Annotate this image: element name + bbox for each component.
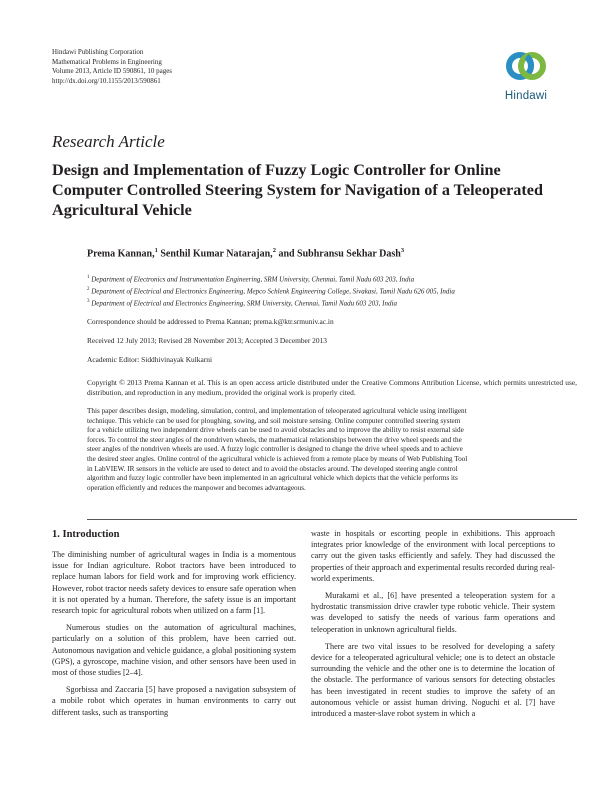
author-affiliation-mark: 1 (154, 247, 158, 254)
body-paragraph: Numerous studies on the automation of agricultural machines, particularly on a solution of this problem, have been carried out. Autonomous navigation and vehicle guidance, a global positioning system (GPS), a gyroscope, machine vision, and other sensors have been used in most of those studies [2–4]. (52, 623, 296, 678)
publication-info (52, 48, 172, 86)
abstract-line: for a vehicle utilizing two independent drive wheels can be used to avoid obstacles and to improve the ability to resist external side (87, 426, 464, 435)
affiliation-number: 1 (87, 275, 90, 280)
affiliation-number: 3 (87, 298, 90, 304)
affiliation-text: Department of Electrical and Electronics Engineering, SRM University, Chennai, Tamil Nadu 603 203, India (91, 298, 397, 307)
doi-link[interactable]: http://dx.doi.org/10.1155/2013/590861 (52, 76, 161, 85)
author-name[interactable]: and Subhransu Sekhar Dash (275, 248, 401, 260)
article-title: Design and Implementation of Fuzzy Logic Controller for Online Computer Controlled Steering System for Navigation of a Teleoperated Agricultural Vehicle (52, 161, 543, 219)
author-affiliation-mark: 3 (400, 247, 405, 254)
abstract-line: algorithm and fuzzy logic controller have been implemented in an agricultural vehicle which depicts that the vehicle performs its (87, 474, 458, 483)
affiliation-text: Department of Electrical and Electronics Engineering, Mepco Schlenk Engineering College, Sivakasi, Tamil Nadu 626 005, India (91, 287, 455, 296)
abstract-line: steer angles of the nondriven wheels are used. A fuzzy logic controller is designed to change the drive wheel speeds and to achieve (87, 445, 463, 454)
author-list (87, 247, 404, 259)
body-paragraph: Murakami et al., [6] have presented a teleoperation system for a hydrostatic transmission drive crawler type robotic vehicle. Their system was developed to satisfy the needs of various farm operations and teleoperation in unknown agricultural fields. (311, 591, 555, 634)
abstract-line: the desired steer angles. Online control of the agricultural vehicle is achieved from a remote place by means of Web Publishing Tool (87, 454, 468, 463)
article-type: Research Article (52, 132, 165, 151)
correspondence: Correspondence should be addressed to Prema Kannan; prema.k@ktr.srmuniv.ac.in (87, 317, 334, 326)
affiliation-item (87, 297, 455, 309)
abstract-line: technique. This vehicle can be used for ploughing, sowing, and soil moisture sensing. Online computer controlled steering system (87, 416, 461, 425)
volume-info: Volume 2013, Article ID 590861, 10 pages (52, 67, 173, 75)
affiliations (87, 273, 455, 308)
journal-name: Mathematical Problems in Engineering (52, 57, 162, 66)
hindawi-logo-text: Hindawi (504, 90, 548, 102)
body-column-right (311, 528, 555, 719)
abstract (87, 407, 577, 493)
author-name[interactable]: Prema Kannan, (87, 248, 155, 260)
body-paragraph: Sgorbissa and Zaccaria [5] have proposed a navigation subsystem of a mobile robot which operates in human environments to carry out different tasks, such as transporting (52, 685, 296, 717)
author-affiliation-mark: 2 (272, 247, 276, 254)
section-heading-introduction: 1. Introduction (52, 529, 120, 540)
abstract-line: in LabVIEW. IR sensors in the vehicle are used to detect and to avoid the obstacles around. The developed steering angle control (87, 464, 458, 473)
affiliation-item (87, 273, 455, 285)
affiliation-number: 2 (87, 286, 90, 292)
abstract-line: operation efficiently and reduces the manpower and becomes advantageous. (87, 483, 306, 492)
affiliation-item (87, 285, 455, 297)
author-name[interactable]: Senthil Kumar Natarajan, (157, 248, 273, 260)
abstract-line: forces. To control the steer angles of the nondriven wheels, the mathematical relationships between the drive wheel speeds and the (87, 435, 462, 444)
affiliation-text: Department of Electronics and Instrumentation Engineering, SRM University, Chennai, Tamil Nadu 603 203, India (91, 275, 415, 284)
section-divider (87, 519, 577, 520)
copyright-notice: Copyright © 2013 Prema Kannan et al. This is an open access article distributed under the Creative Commons Attribution License, which permits unrestricted use, distribution, and reproduction in any medium, provided the original work is properly cited. (87, 378, 577, 397)
academic-editor: Academic Editor: Siddhivinayak Kulkarni (87, 355, 212, 364)
hindawi-rings-icon (496, 46, 556, 90)
abstract-line: This paper describes design, modeling, simulation, control, and implementation of teleoperated agricultural vehicle using intelligent (87, 407, 467, 415)
hindawi-logo (496, 46, 556, 106)
publisher-name: Hindawi Publishing Corporation (52, 48, 144, 56)
body-paragraph: There are two vital issues to be resolved for developing a safety device for a teleoperated agricultural vehicle; one is to detect an obstacle surrounding the vehicle and the other one is to determine the location of the obstacle. The performance of various sensors for detecting obstacles has been investigated in recent studies to improve the safety of an autonomous vehicle or assist human driving. Noguchi et al. [7] have introduced a master-slave robot system in which a (311, 641, 555, 719)
body-column-left (52, 528, 296, 718)
body-paragraph: The diminishing number of agricultural wages in India is a momentous issue for Indian agriculture. Robot tractors have been introduced to replace human labors for field work and for improving work efficiency. However, robot tractor needs safety devices to ensure safe operation when it is not operated by a human. Therefore, the safety issue is an important research topic for agricultural robots when utilized on a farm [1]. (52, 550, 296, 616)
body-paragraph: waste in hospitals or escorting people in exhibitions. This approach integrates prior knowledge of the environment with local perceptions to carry out the given tasks efficiently and safely. They had discussed the properties of their approach and experimental results recorded during real-world experiments. (311, 529, 555, 583)
article-dates: Received 12 July 2013; Revised 28 November 2013; Accepted 3 December 2013 (87, 336, 327, 345)
